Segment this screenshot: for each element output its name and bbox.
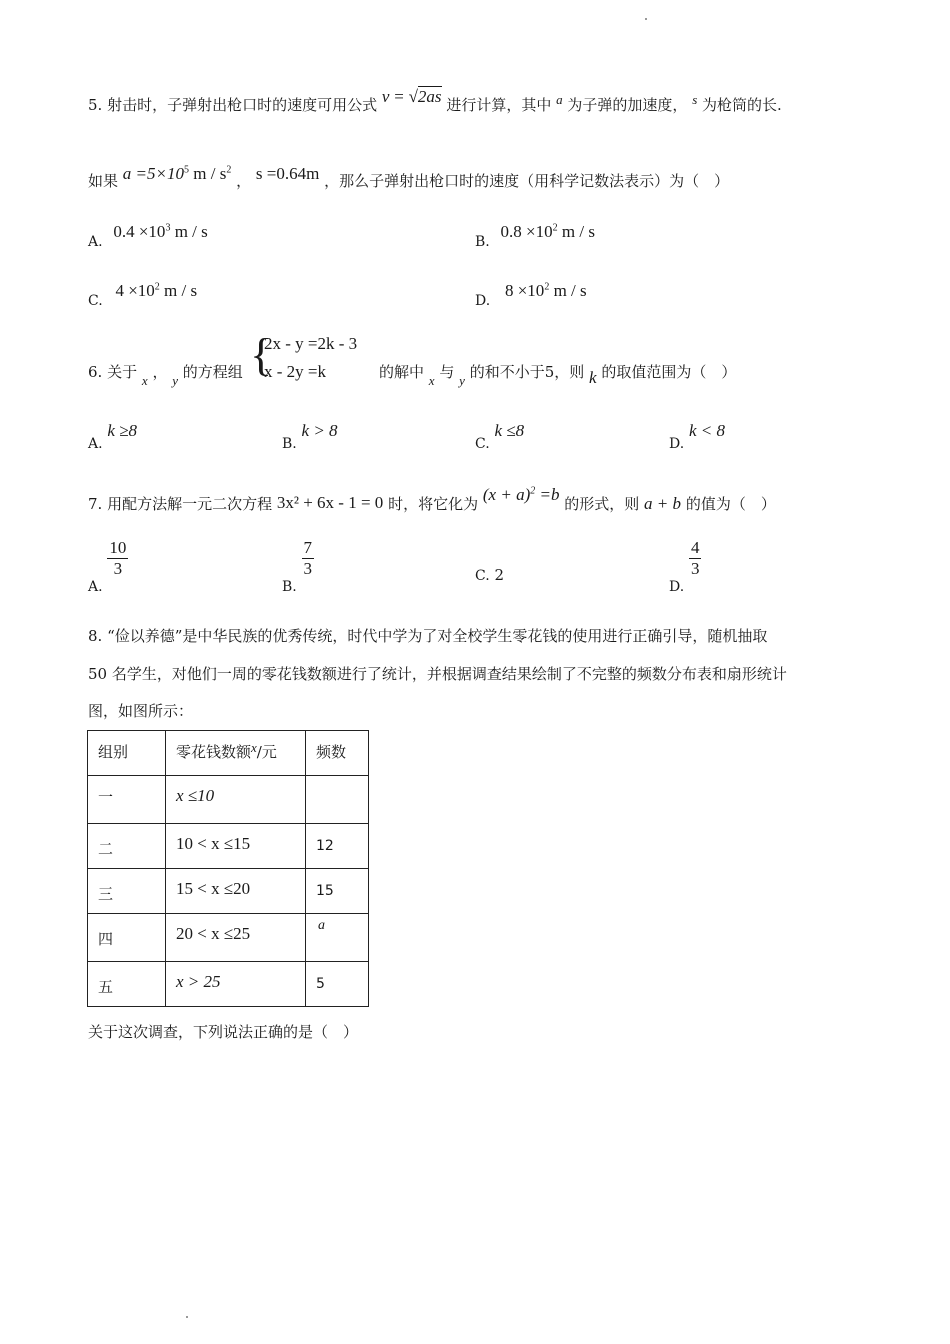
cell-range: 20 < x ≤25	[166, 914, 306, 962]
fraction-denominator: 3	[303, 559, 313, 578]
cell-group: 三	[88, 869, 166, 914]
given-a-unit: m / s	[193, 164, 227, 183]
option-unit: m / s	[174, 222, 208, 241]
q6-text: 6. 关于	[88, 363, 138, 381]
q6-comma: ，	[152, 363, 168, 381]
cell-range: 10 < x ≤15	[166, 824, 306, 869]
given-a-unit-exp: 2	[226, 164, 232, 176]
form-exp: 2	[530, 485, 536, 497]
option-expr: k < 8	[688, 421, 725, 440]
table-row	[88, 869, 369, 914]
cell-frequency: 15	[306, 869, 369, 914]
fraction-numerator: 7	[303, 538, 313, 557]
cell-group: 五	[88, 962, 166, 1007]
option-base: 8 ×10	[504, 281, 545, 300]
q7-sum: a + b	[644, 494, 682, 513]
q5-text: 进行计算，其中	[446, 96, 552, 114]
q6-option-b[interactable]	[282, 421, 338, 452]
option-expr	[115, 281, 197, 300]
sqrt-sign: √2as	[408, 87, 442, 106]
given-a-exp: 5	[184, 164, 189, 176]
scan-dot	[645, 18, 647, 20]
option-fraction	[107, 538, 128, 579]
option-letter: C.	[475, 436, 490, 452]
q6-text: 的和不小于5，则	[469, 363, 585, 381]
q5-option-d[interactable]	[475, 281, 587, 310]
table-row	[88, 962, 369, 1007]
option-letter: C.	[88, 293, 103, 309]
cell-frequency: a	[306, 914, 369, 962]
option-expr	[113, 222, 207, 241]
option-letter: B.	[475, 234, 490, 250]
option-letter: D.	[475, 293, 491, 309]
header-frequency: 频数	[306, 731, 369, 776]
q6-text: 的取值范围为（ ）	[601, 363, 737, 381]
option-letter: A.	[88, 234, 103, 250]
q7-text: 7. 用配方法解一元二次方程	[88, 495, 273, 513]
option-exp: 2	[544, 281, 550, 293]
q7-equation: 3x² + 6x - 1 = 0	[276, 493, 384, 512]
formula-v: v	[381, 87, 390, 106]
q5-line2	[88, 164, 730, 191]
option-expr	[501, 222, 595, 241]
q6-text: 的解中	[379, 363, 425, 381]
option-letter: A.	[88, 436, 103, 452]
option-unit: m / s	[561, 222, 595, 241]
option-letter: B.	[282, 578, 297, 595]
table-row	[88, 914, 369, 962]
option-exp: 3	[165, 222, 171, 234]
option-value: 2	[494, 566, 504, 584]
fraction-numerator: 10	[109, 538, 127, 557]
system-eq2: x - 2y =k	[264, 362, 326, 381]
var-y: y	[172, 373, 179, 388]
q7-option-c[interactable]	[475, 566, 504, 584]
q5-text: 如果	[88, 172, 119, 190]
q6-text: 的方程组	[182, 363, 243, 381]
option-expr: k > 8	[301, 421, 338, 440]
option-base: 0.4 ×10	[113, 222, 166, 241]
var-k: k	[589, 368, 597, 387]
header-group: 组别	[88, 731, 166, 776]
var-x: x	[428, 373, 435, 388]
scan-dot	[186, 1316, 188, 1318]
option-letter: C.	[475, 568, 490, 584]
header-amount-unit: /元	[256, 743, 277, 761]
q8-line3: 图，如图所示：	[88, 702, 194, 720]
q5-text: 为子弹的加速度，	[567, 96, 688, 114]
q7-option-d[interactable]	[669, 538, 701, 595]
cell-group: 四	[88, 914, 166, 962]
q5-comma: ，	[236, 172, 252, 190]
formula-eq: =	[394, 87, 404, 106]
option-letter: D.	[669, 578, 685, 595]
q7-option-a[interactable]	[88, 538, 128, 595]
option-letter: B.	[282, 436, 297, 452]
option-exp: 2	[552, 222, 558, 234]
table-header-row	[88, 731, 369, 776]
form-base: (x + a)	[482, 485, 531, 504]
system-eq1: 2x - y =2k - 3	[264, 334, 358, 353]
option-fraction	[689, 538, 702, 579]
cell-frequency: 12	[306, 824, 369, 869]
q7-text: 的形式，则	[564, 495, 640, 513]
q6-text: 与	[439, 363, 455, 381]
q5-text: 5. 射击时，子弹射出枪口时的速度可用公式	[88, 96, 378, 114]
fraction-denominator: 3	[107, 558, 128, 579]
cell-range: x ≤10	[166, 776, 306, 824]
header-amount	[166, 731, 306, 776]
q8-line1: 8. “俭以养德”是中华民族的优秀传统，时代中学为了对全校学生零花钱的使用进行正确引导，随机抽取	[88, 627, 768, 645]
fraction-denominator: 3	[690, 559, 700, 578]
q8-after-table: 关于这次调查，下列说法正确的是（ ）	[88, 1023, 359, 1041]
header-amount-label: 零花钱数额	[176, 743, 252, 761]
option-exp: 2	[154, 281, 160, 293]
cell-frequency: 5	[306, 962, 369, 1007]
cell-group: 二	[88, 824, 166, 869]
q7-option-b[interactable]	[282, 538, 314, 595]
q7-form	[483, 485, 560, 504]
option-unit: m / s	[553, 281, 587, 300]
q6-suffix	[379, 361, 737, 388]
option-expr: k ≤8	[494, 421, 525, 440]
q6-prefix	[88, 361, 243, 388]
option-fraction	[302, 538, 315, 579]
q5-option-a[interactable]	[88, 222, 208, 251]
q5-option-c[interactable]	[88, 281, 198, 310]
option-expr	[505, 281, 587, 300]
q5-option-b[interactable]	[475, 222, 595, 251]
var-x: x	[141, 373, 148, 388]
table-row	[88, 824, 369, 869]
cell-range: 15 < x ≤20	[166, 869, 306, 914]
var-a: a	[556, 92, 563, 107]
q7-text: 时，将它化为	[388, 495, 479, 513]
given-a	[123, 164, 232, 183]
var-y: y	[459, 373, 465, 388]
option-base: 0.8 ×10	[500, 222, 553, 241]
option-letter: A.	[88, 578, 103, 595]
system-brace: {	[250, 329, 273, 380]
q6-option-a[interactable]	[88, 421, 137, 452]
option-letter: D.	[669, 436, 685, 452]
q8-line2: 50 名学生，对他们一周的零花钱数额进行了统计，并根据调查结果绘制了不完整的频数分布表和扇形统计	[88, 665, 787, 683]
form-rhs: =b	[539, 485, 560, 504]
frequency-table	[87, 730, 369, 1007]
cell-group: 一	[88, 776, 166, 824]
cell-range: x > 25	[166, 962, 306, 1007]
var-s: s	[692, 92, 698, 107]
q6-option-d[interactable]	[669, 421, 725, 452]
option-expr: k ≥8	[107, 421, 137, 440]
q7-text: 的值为（ ）	[685, 495, 776, 513]
q7-line	[88, 485, 776, 514]
q5-text: 为枪筒的长.	[702, 96, 782, 114]
cell-frequency	[306, 776, 369, 824]
q6-option-c[interactable]	[475, 421, 525, 452]
given-a-value: a =5×10	[122, 164, 184, 183]
given-s: s =0.64m	[255, 164, 320, 183]
q5-text: ，那么子弹射出枪口时的速度（用科学记数法表示）为（ ）	[324, 172, 730, 190]
table-row	[88, 776, 369, 824]
fraction-numerator: 4	[690, 538, 700, 557]
sqrt-radicand: 2as	[417, 87, 442, 106]
header-amount-var: x	[251, 740, 257, 755]
option-base: 4 ×10	[115, 281, 155, 300]
q5-line1	[88, 87, 782, 115]
option-unit: m / s	[164, 281, 198, 300]
